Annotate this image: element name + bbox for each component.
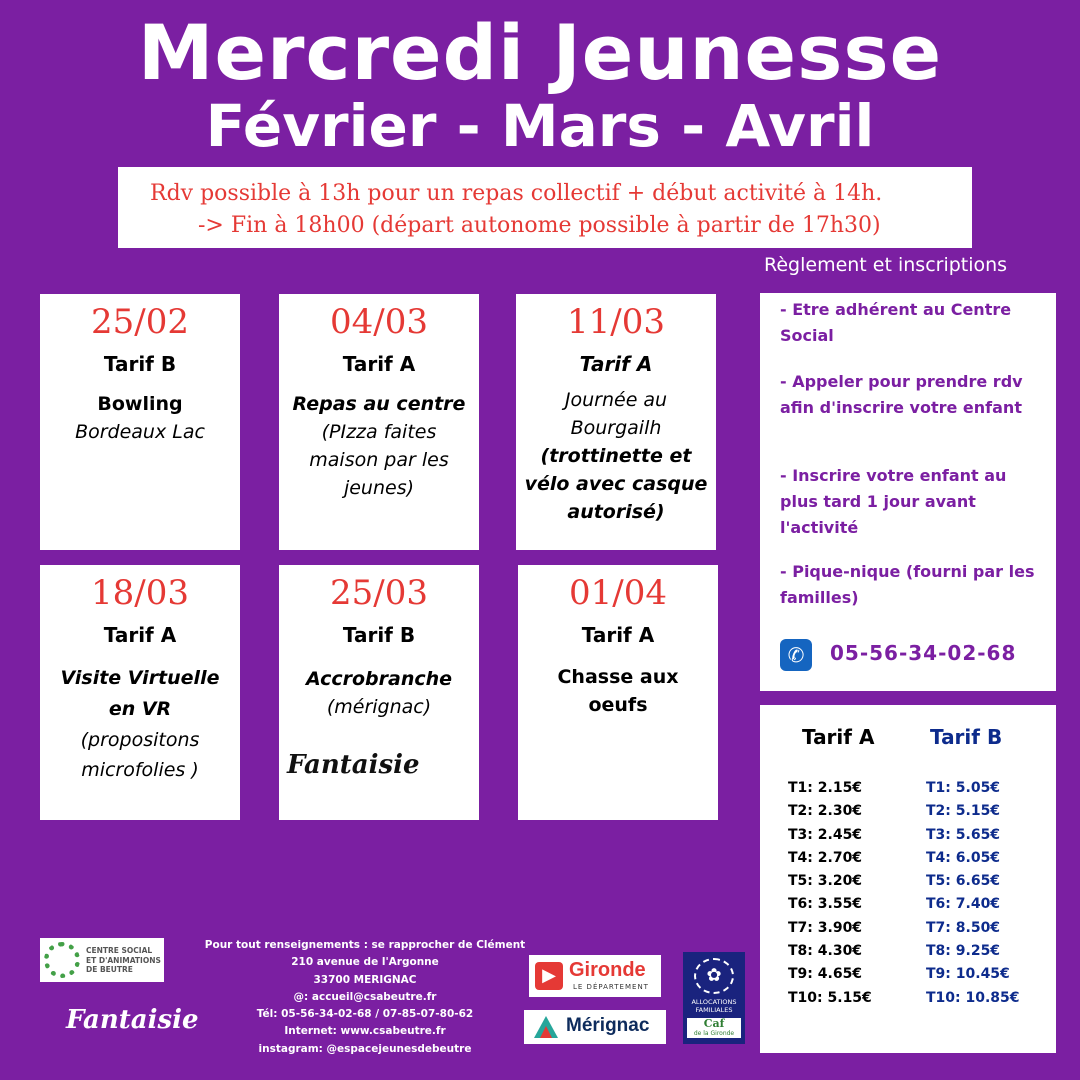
tarif-b-title: Tarif B [930, 725, 1003, 749]
card-detail: (propositons microfolies ) [80, 729, 200, 781]
card-tarif: Tarif B [342, 623, 416, 647]
tarif-b-column [926, 725, 1046, 1010]
contact-line: @: accueil@csabeutre.fr [293, 990, 437, 1003]
card-tarif: Tarif A [579, 352, 653, 376]
tarif-b-row: T10: 10.85€ [926, 989, 1020, 1006]
tarif-a-column [788, 725, 908, 1010]
tarif-b-row: T1: 5.05€ [926, 780, 1001, 796]
play-arrow-icon: ▶ [535, 962, 563, 990]
caf-logo [683, 952, 745, 1044]
tarif-b-list [926, 777, 1046, 1010]
activity-card [279, 294, 479, 550]
contact-line: Internet: www.csabeutre.fr [284, 1025, 446, 1038]
tarif-a-row: T4: 2.70€ [788, 849, 863, 866]
rule-item: - Appeler pour prendre rdv afin d'inscrire votre enfant [780, 372, 1023, 417]
merignac-logo [524, 1010, 666, 1044]
tarif-a-row: T3: 2.45€ [788, 826, 863, 843]
tarif-a-list [788, 777, 908, 1010]
price-table [760, 705, 1056, 1053]
rule-item: - Pique-nique (fourni par les familles) [780, 562, 1035, 607]
card-date: 04/03 [330, 302, 428, 342]
page-title: Mercredi Jeunesse [137, 8, 943, 97]
contact-line: 33700 MERIGNAC [313, 973, 417, 986]
card-date: 18/03 [91, 573, 189, 613]
rules-box [760, 293, 1056, 691]
tarif-a-title: Tarif A [802, 725, 875, 749]
caf-text: ALLOCATIONS [691, 998, 737, 1006]
family-emblem-icon: ✿ [694, 958, 734, 994]
tarif-b-row: T4: 6.05€ [926, 849, 1001, 866]
caf-text: FAMILIALES [695, 1006, 733, 1014]
info-banner [118, 167, 972, 248]
tarif-a-row: T6: 3.55€ [788, 896, 863, 913]
contact-line: 210 avenue de l'Argonne [291, 956, 439, 969]
tarif-b-row: T9: 10.45€ [926, 966, 1010, 983]
card-date: 25/02 [91, 302, 189, 342]
card-activity: Visite Virtuelle en VR [60, 667, 220, 720]
card-detail: (trottinette et vélo avec casque autorisé) [524, 445, 708, 523]
card-tarif: Tarif A [581, 623, 655, 647]
card-detail: Bordeaux Lac [75, 421, 205, 443]
activity-card [518, 565, 718, 820]
gironde-name: Gironde [569, 959, 646, 981]
card-activity: Bowling [97, 393, 183, 415]
tarif-a-row: T10: 5.15€ [788, 989, 872, 1006]
card-detail: (mérignac) [326, 696, 432, 718]
tarif-b-row: T8: 9.25€ [926, 943, 1001, 960]
activity-card [40, 294, 240, 550]
tarif-b-row: T6: 7.40€ [926, 896, 1001, 913]
tarif-b-row: T2: 5.15€ [926, 803, 1001, 820]
banner-line-1: Rdv possible à 13h pour un repas collectif + début activité à 14h. [150, 181, 883, 206]
caf-name: Caf [687, 1018, 741, 1030]
activity-card [516, 294, 716, 550]
card-activity: Accrobranche [305, 668, 453, 690]
phone-icon: ✆ [780, 639, 812, 671]
card-date: 01/04 [569, 573, 667, 613]
gironde-sub: LE DÉPARTEMENT [573, 983, 649, 991]
logo-text: ET D'ANIMATIONS [86, 955, 161, 965]
rules-heading: Règlement et inscriptions [764, 254, 1008, 276]
tarif-a-row: T8: 4.30€ [788, 943, 863, 960]
contact-line: Tél: 05-56-34-02-68 / 07-85-07-80-62 [256, 1008, 474, 1021]
merignac-name: Mérignac [566, 1015, 650, 1036]
phone-number[interactable]: 05-56-34-02-68 [830, 641, 1017, 665]
rule-item: - Inscrire votre enfant au plus tard 1 jour avant l'activité [780, 466, 1007, 537]
card-activity: Journée au Bourgailh [564, 389, 668, 439]
logo-text: DE BEUTRE [86, 965, 133, 974]
card-tarif: Tarif B [103, 352, 177, 376]
contact-info [170, 937, 560, 1058]
tarif-a-row: T1: 2.15€ [788, 780, 863, 796]
fantaisie-logo [66, 1005, 199, 1035]
contact-line: instagram: @espacejeunesdebeutre [258, 1042, 472, 1055]
tarif-b-row: T5: 6.65€ [926, 873, 1001, 890]
card-activity: Chasse aux oeufs [557, 666, 679, 716]
card-tarif: Tarif A [342, 352, 416, 376]
caf-sub: de la Gironde [687, 1030, 741, 1038]
gironde-logo [529, 955, 661, 997]
tarif-a-row: T7: 3.90€ [788, 919, 863, 936]
people-circle-icon [44, 942, 80, 978]
card-tarif: Tarif A [103, 623, 177, 647]
triangle-icon [540, 1026, 552, 1038]
banner-line-2: -> Fin à 18h00 (départ autonome possible à partir de 17h30) [198, 213, 881, 238]
tarif-a-row: T2: 2.30€ [788, 803, 863, 820]
logo-text: CENTRE SOCIAL [86, 946, 153, 955]
tarif-a-row: T5: 3.20€ [788, 873, 863, 890]
activity-card [40, 565, 240, 820]
activity-card [279, 565, 479, 820]
fantaisie-signature: Fantaisie [66, 1005, 199, 1035]
centre-social-logo [40, 938, 164, 982]
tarif-a-row: T9: 4.65€ [788, 966, 863, 983]
phone-contact[interactable] [780, 639, 1050, 671]
contact-line: Pour tout renseignements : se rapprocher de Clément [204, 939, 526, 951]
card-activity: Repas au centre [292, 393, 466, 415]
tarif-b-row: T7: 8.50€ [926, 919, 1001, 936]
fantaisie-signature: Fantaisie [287, 750, 420, 780]
page-subtitle: Février - Mars - Avril [205, 92, 875, 160]
rule-item: - Etre adhérent au Centre Social [780, 300, 1012, 345]
tarif-b-row: T3: 5.65€ [926, 826, 1001, 843]
card-detail: (PIzza faites maison par les jeunes) [309, 421, 449, 499]
card-date: 11/03 [567, 302, 665, 342]
card-date: 25/03 [330, 573, 428, 613]
fantaisie-logo [287, 750, 420, 780]
